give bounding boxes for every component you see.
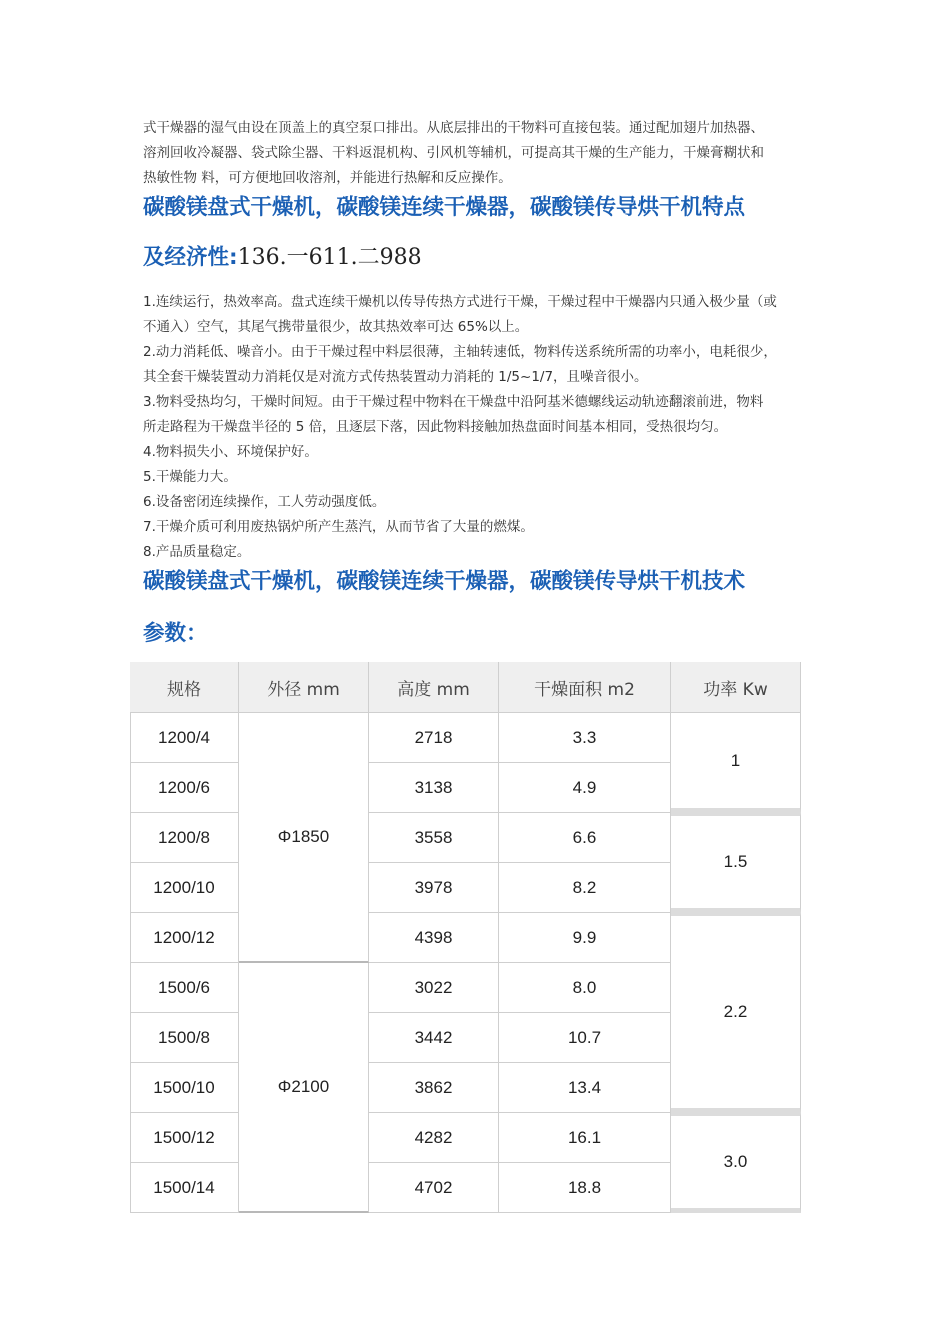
area-cell: 6.6 <box>499 813 671 863</box>
area-cell: 18.8 <box>499 1163 671 1213</box>
area-cell: 16.1 <box>499 1113 671 1163</box>
spec-cell: 1500/10 <box>130 1063 239 1113</box>
features-list <box>143 290 813 565</box>
table-header-cell: 外径 mm <box>239 662 369 713</box>
features-heading-label: 及经济性: <box>143 245 238 270</box>
feature-line: 2.动力消耗低、噪音小。由于干燥过程中料层很薄，主轴转速低，物料传送系统所需的功率小，电耗很少， <box>143 344 777 360</box>
feature-line: 4.物料损失小、环境保护好。 <box>143 444 318 460</box>
table-header-cell: 规格 <box>130 662 239 713</box>
features-heading-line1: 碳酸镁盘式干燥机，碳酸镁连续干燥器，碳酸镁传导烘干机特点 <box>143 195 746 220</box>
intro-paragraph <box>143 116 813 191</box>
spec-cell: 1200/12 <box>130 913 239 963</box>
table-header-cell: 干燥面积 m2 <box>499 662 671 713</box>
spec-table <box>130 662 801 1213</box>
intro-line: 溶剂回收冷凝器、袋式除尘器、干料返混机构、引风机等辅机，可提高其干燥的生产能力，干燥膏糊状和 <box>143 145 764 161</box>
area-cell: 8.0 <box>499 963 671 1013</box>
power-cell: 1 <box>671 713 801 813</box>
spec-cell: 1200/4 <box>130 713 239 763</box>
height-cell: 3442 <box>369 1013 499 1063</box>
power-cell: 2.2 <box>671 913 801 1113</box>
parameters-heading-line2: 参数： <box>143 621 208 646</box>
area-cell: 8.2 <box>499 863 671 913</box>
feature-line: 所走路程为干燥盘半径的 5 倍，且逐层下落，因此物料接触加热盘面时间基本相同，受热很均匀。 <box>143 419 728 435</box>
height-cell: 3862 <box>369 1063 499 1113</box>
table-header-cell: 功率 Kw <box>671 662 801 713</box>
spec-cell: 1200/6 <box>130 763 239 813</box>
feature-line: 5.干燥能力大。 <box>143 469 237 485</box>
diameter-cell: Φ1850 <box>239 713 369 963</box>
spec-cell: 1500/12 <box>130 1113 239 1163</box>
intro-line: 式干燥器的湿气由设在顶盖上的真空泵口排出。从底层排出的干物料可直接包装。通过配加翅片加热器、 <box>143 120 764 136</box>
height-cell: 4398 <box>369 913 499 963</box>
area-cell: 4.9 <box>499 763 671 813</box>
feature-line: 3.物料受热均匀，干燥时间短。由于干燥过程中物料在干燥盘中沿阿基米德螺线运动轨迹翻滚前进，物料 <box>143 394 764 410</box>
spec-cell: 1500/6 <box>130 963 239 1013</box>
height-cell: 3558 <box>369 813 499 863</box>
spec-cell: 1500/14 <box>130 1163 239 1213</box>
area-cell: 10.7 <box>499 1013 671 1063</box>
feature-line: 7.干燥介质可利用废热锅炉所产生蒸汽，从而节省了大量的燃煤。 <box>143 519 534 535</box>
feature-line: 其全套干燥装置动力消耗仅是对流方式传热装置动力消耗的 1/5~1/7，且噪音很小。 <box>143 369 648 385</box>
parameters-heading-line1: 碳酸镁盘式干燥机，碳酸镁连续干燥器，碳酸镁传导烘干机技术 <box>143 569 746 594</box>
height-cell: 3138 <box>369 763 499 813</box>
power-cell: 1.5 <box>671 813 801 913</box>
height-cell: 3022 <box>369 963 499 1013</box>
height-cell: 3978 <box>369 863 499 913</box>
feature-line: 8.产品质量稳定。 <box>143 544 251 560</box>
spec-cell: 1200/8 <box>130 813 239 863</box>
phone-number: 136.一611.二988 <box>237 245 422 270</box>
feature-line: 1.连续运行，热效率高。盘式连续干燥机以传导传热方式进行干燥，干燥过程中干燥器内只通入极少量（或 <box>143 294 777 310</box>
diameter-cell: Φ2100 <box>239 963 369 1213</box>
features-heading-line2 <box>143 240 422 271</box>
feature-line: 不通入）空气，其尾气携带量很少，故其热效率可达 65%以上。 <box>143 319 529 335</box>
height-cell: 4282 <box>369 1113 499 1163</box>
table-header-cell: 高度 mm <box>369 662 499 713</box>
spec-cell: 1200/10 <box>130 863 239 913</box>
intro-line: 热敏性物 料，可方便地回收溶剂，并能进行热解和反应操作。 <box>143 170 512 186</box>
area-cell: 13.4 <box>499 1063 671 1113</box>
power-cell: 3.0 <box>671 1113 801 1213</box>
area-cell: 3.3 <box>499 713 671 763</box>
area-cell: 9.9 <box>499 913 671 963</box>
spec-cell: 1500/8 <box>130 1013 239 1063</box>
feature-line: 6.设备密闭连续操作，工人劳动强度低。 <box>143 494 386 510</box>
height-cell: 4702 <box>369 1163 499 1213</box>
height-cell: 2718 <box>369 713 499 763</box>
